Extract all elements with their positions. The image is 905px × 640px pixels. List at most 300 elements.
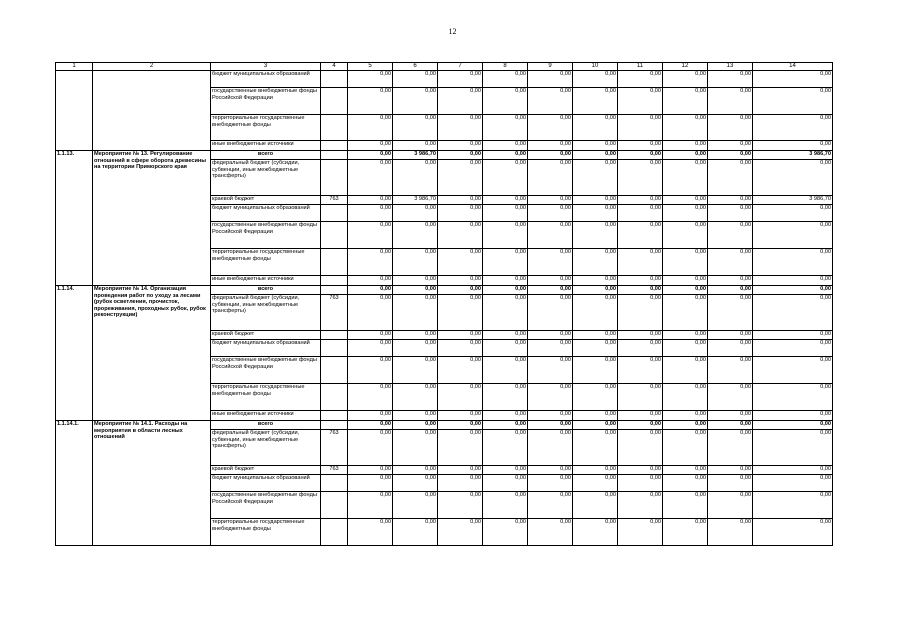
amount-cell: 0,00 — [573, 151, 618, 160]
amount-cell: 0,00 — [663, 295, 708, 331]
amount-cell: 0,00 — [348, 519, 393, 546]
funding-source-cell: федеральный бюджет (субсидии, субвенции, иные межбюджетные трансферты) — [211, 430, 321, 466]
grbs-code-cell — [321, 115, 348, 141]
amount-cell: 0,00 — [483, 71, 528, 88]
amount-cell: 0,00 — [708, 384, 753, 411]
amount-cell: 0,00 — [573, 276, 618, 286]
amount-cell: 0,00 — [438, 466, 483, 475]
amount-cell: 0,00 — [618, 151, 663, 160]
amount-cell: 0,00 — [753, 475, 833, 492]
amount-cell: 0,00 — [483, 519, 528, 546]
grbs-code-cell — [321, 421, 348, 430]
amount-cell: 0,00 — [483, 276, 528, 286]
funding-source-cell: всего — [211, 421, 321, 430]
amount-cell: 0,00 — [528, 411, 573, 421]
grbs-code-cell — [321, 249, 348, 276]
amount-cell: 0,00 — [753, 249, 833, 276]
amount-cell: 0,00 — [528, 141, 573, 151]
amount-cell: 0,00 — [573, 492, 618, 519]
amount-cell: 0,00 — [753, 160, 833, 196]
amount-cell: 0,00 — [573, 295, 618, 331]
amount-cell: 0,00 — [528, 151, 573, 160]
amount-cell: 0,00 — [348, 475, 393, 492]
amount-cell: 0,00 — [393, 286, 438, 295]
funding-source-cell: иные внебюджетные источники — [211, 141, 321, 151]
amount-cell: 0,00 — [708, 286, 753, 295]
amount-cell: 0,00 — [483, 249, 528, 276]
amount-cell: 3 986,70 — [753, 196, 833, 205]
amount-cell: 0,00 — [483, 466, 528, 475]
amount-cell: 0,00 — [573, 196, 618, 205]
amount-cell: 0,00 — [483, 421, 528, 430]
amount-cell: 0,00 — [483, 340, 528, 357]
amount-cell: 0,00 — [438, 222, 483, 249]
amount-cell: 0,00 — [573, 411, 618, 421]
column-header: 6 — [393, 63, 438, 71]
funding-source-cell: краевой бюджет — [211, 466, 321, 475]
table-row-total — [56, 421, 833, 430]
amount-cell: 0,00 — [528, 160, 573, 196]
amount-cell: 3 986,70 — [393, 196, 438, 205]
amount-cell: 0,00 — [393, 475, 438, 492]
amount-cell: 0,00 — [528, 466, 573, 475]
amount-cell: 0,00 — [663, 222, 708, 249]
amount-cell: 0,00 — [393, 430, 438, 466]
amount-cell: 0,00 — [528, 475, 573, 492]
amount-cell: 0,00 — [708, 492, 753, 519]
grbs-code-cell — [321, 141, 348, 151]
amount-cell: 0,00 — [483, 475, 528, 492]
amount-cell: 0,00 — [663, 340, 708, 357]
amount-cell: 0,00 — [393, 141, 438, 151]
table-row-total — [56, 151, 833, 160]
amount-cell: 0,00 — [348, 115, 393, 141]
amount-cell: 0,00 — [528, 384, 573, 411]
amount-cell: 0,00 — [753, 88, 833, 115]
amount-cell: 0,00 — [708, 276, 753, 286]
amount-cell: 0,00 — [753, 357, 833, 384]
amount-cell: 0,00 — [393, 71, 438, 88]
amount-cell: 0,00 — [708, 411, 753, 421]
amount-cell: 0,00 — [708, 295, 753, 331]
amount-cell: 0,00 — [618, 196, 663, 205]
grbs-code-cell — [321, 340, 348, 357]
amount-cell: 0,00 — [573, 421, 618, 430]
funding-source-cell: бюджет муниципальных образований — [211, 340, 321, 357]
amount-cell: 0,00 — [618, 205, 663, 222]
amount-cell: 0,00 — [438, 141, 483, 151]
amount-cell: 0,00 — [708, 205, 753, 222]
grbs-code-cell — [321, 88, 348, 115]
amount-cell: 0,00 — [618, 88, 663, 115]
measure-name-cell: Мероприятие № 13. Регулирование отношений в сфере оборота древесины на территории Приморского края — [93, 151, 211, 286]
amount-cell: 0,00 — [708, 115, 753, 141]
amount-cell: 0,00 — [618, 384, 663, 411]
amount-cell: 0,00 — [618, 340, 663, 357]
amount-cell: 0,00 — [618, 222, 663, 249]
amount-cell: 0,00 — [483, 160, 528, 196]
amount-cell: 0,00 — [573, 466, 618, 475]
amount-cell: 0,00 — [663, 88, 708, 115]
amount-cell: 0,00 — [618, 331, 663, 340]
amount-cell: 3 986,70 — [753, 151, 833, 160]
amount-cell: 0,00 — [573, 475, 618, 492]
amount-cell: 0,00 — [663, 357, 708, 384]
amount-cell: 0,00 — [483, 196, 528, 205]
amount-cell: 0,00 — [438, 430, 483, 466]
amount-cell: 0,00 — [348, 466, 393, 475]
column-header: 1 — [56, 63, 93, 71]
measure-name-cell: Мероприятие № 14.1. Расходы на мероприятия в области лесных отношений — [93, 421, 211, 546]
amount-cell: 0,00 — [528, 519, 573, 546]
grbs-code-cell — [321, 222, 348, 249]
amount-cell: 0,00 — [708, 151, 753, 160]
grbs-code-cell — [321, 286, 348, 295]
amount-cell: 0,00 — [393, 384, 438, 411]
grbs-code-cell — [321, 276, 348, 286]
column-header: 8 — [483, 63, 528, 71]
amount-cell: 0,00 — [438, 295, 483, 331]
amount-cell: 0,00 — [528, 430, 573, 466]
amount-cell: 0,00 — [753, 286, 833, 295]
amount-cell: 0,00 — [528, 71, 573, 88]
amount-cell: 0,00 — [573, 286, 618, 295]
amount-cell: 0,00 — [348, 205, 393, 222]
grbs-code-cell — [321, 151, 348, 160]
amount-cell: 0,00 — [393, 357, 438, 384]
amount-cell: 0,00 — [483, 205, 528, 222]
amount-cell: 0,00 — [438, 115, 483, 141]
amount-cell: 0,00 — [573, 141, 618, 151]
amount-cell: 0,00 — [348, 411, 393, 421]
amount-cell: 0,00 — [753, 115, 833, 141]
amount-cell: 0,00 — [528, 222, 573, 249]
amount-cell: 0,00 — [753, 384, 833, 411]
amount-cell: 0,00 — [528, 286, 573, 295]
amount-cell: 0,00 — [348, 295, 393, 331]
amount-cell: 0,00 — [348, 71, 393, 88]
amount-cell: 0,00 — [528, 357, 573, 384]
amount-cell: 0,00 — [393, 331, 438, 340]
amount-cell: 0,00 — [438, 475, 483, 492]
amount-cell: 0,00 — [573, 160, 618, 196]
amount-cell: 0,00 — [393, 492, 438, 519]
amount-cell: 0,00 — [348, 276, 393, 286]
amount-cell: 0,00 — [663, 160, 708, 196]
funding-source-cell: краевой бюджет — [211, 196, 321, 205]
amount-cell: 0,00 — [708, 71, 753, 88]
amount-cell: 0,00 — [348, 384, 393, 411]
amount-cell: 0,00 — [618, 286, 663, 295]
grbs-code-cell — [321, 384, 348, 411]
amount-cell: 0,00 — [483, 384, 528, 411]
amount-cell: 0,00 — [618, 160, 663, 196]
column-header: 2 — [93, 63, 211, 71]
amount-cell: 0,00 — [438, 71, 483, 88]
amount-cell: 0,00 — [663, 249, 708, 276]
grbs-code-cell: 763 — [321, 466, 348, 475]
funding-source-cell: бюджет муниципальных образований — [211, 475, 321, 492]
amount-cell: 0,00 — [663, 384, 708, 411]
amount-cell: 0,00 — [753, 421, 833, 430]
budget-table — [55, 62, 833, 546]
grbs-code-cell — [321, 205, 348, 222]
amount-cell: 0,00 — [753, 276, 833, 286]
amount-cell: 0,00 — [708, 331, 753, 340]
amount-cell: 0,00 — [438, 411, 483, 421]
amount-cell: 0,00 — [663, 430, 708, 466]
amount-cell: 0,00 — [348, 357, 393, 384]
amount-cell: 0,00 — [708, 430, 753, 466]
amount-cell: 0,00 — [483, 357, 528, 384]
amount-cell: 0,00 — [573, 519, 618, 546]
amount-cell: 0,00 — [528, 421, 573, 430]
amount-cell: 0,00 — [528, 88, 573, 115]
amount-cell: 0,00 — [573, 249, 618, 276]
amount-cell: 0,00 — [663, 205, 708, 222]
amount-cell: 0,00 — [663, 151, 708, 160]
funding-source-cell: территориальные государственные внебюджетные фонды — [211, 519, 321, 546]
amount-cell: 0,00 — [528, 205, 573, 222]
amount-cell: 0,00 — [708, 340, 753, 357]
amount-cell: 0,00 — [573, 340, 618, 357]
amount-cell: 0,00 — [708, 421, 753, 430]
amount-cell: 0,00 — [618, 141, 663, 151]
amount-cell: 0,00 — [618, 71, 663, 88]
amount-cell: 0,00 — [663, 286, 708, 295]
amount-cell: 0,00 — [393, 466, 438, 475]
amount-cell: 0,00 — [708, 222, 753, 249]
amount-cell: 0,00 — [438, 519, 483, 546]
amount-cell: 0,00 — [528, 295, 573, 331]
amount-cell: 0,00 — [573, 205, 618, 222]
amount-cell: 0,00 — [708, 88, 753, 115]
amount-cell: 0,00 — [438, 276, 483, 286]
amount-cell: 0,00 — [393, 222, 438, 249]
funding-source-cell: территориальные государственные внебюджетные фонды — [211, 384, 321, 411]
grbs-code-cell — [321, 160, 348, 196]
funding-source-cell: иные внебюджетные источники — [211, 276, 321, 286]
amount-cell: 0,00 — [753, 340, 833, 357]
amount-cell: 0,00 — [438, 196, 483, 205]
amount-cell: 0,00 — [618, 492, 663, 519]
amount-cell: 0,00 — [393, 276, 438, 286]
amount-cell: 0,00 — [438, 151, 483, 160]
column-header: 5 — [348, 63, 393, 71]
amount-cell: 0,00 — [393, 115, 438, 141]
grbs-code-cell — [321, 492, 348, 519]
amount-cell: 0,00 — [348, 141, 393, 151]
table-row-total — [56, 286, 833, 295]
amount-cell: 0,00 — [483, 331, 528, 340]
amount-cell: 0,00 — [483, 295, 528, 331]
measure-code-cell: 1.1.13. — [56, 151, 93, 286]
amount-cell: 0,00 — [663, 475, 708, 492]
funding-source-cell: бюджет муниципальных образований — [211, 71, 321, 88]
amount-cell: 0,00 — [393, 249, 438, 276]
amount-cell: 0,00 — [348, 492, 393, 519]
amount-cell: 0,00 — [753, 295, 833, 331]
amount-cell: 0,00 — [663, 421, 708, 430]
amount-cell: 0,00 — [708, 357, 753, 384]
amount-cell: 0,00 — [618, 466, 663, 475]
column-header: 14 — [753, 63, 833, 71]
amount-cell: 0,00 — [393, 88, 438, 115]
grbs-code-cell — [321, 411, 348, 421]
amount-cell: 0,00 — [348, 196, 393, 205]
funding-source-cell: всего — [211, 286, 321, 295]
amount-cell: 0,00 — [753, 331, 833, 340]
amount-cell: 0,00 — [573, 222, 618, 249]
amount-cell: 0,00 — [573, 88, 618, 115]
amount-cell: 0,00 — [708, 475, 753, 492]
column-header: 11 — [618, 63, 663, 71]
amount-cell: 0,00 — [348, 160, 393, 196]
amount-cell: 0,00 — [663, 141, 708, 151]
grbs-code-cell: 763 — [321, 295, 348, 331]
measure-name-cell: Мероприятие № 14. Организация проведения работ по уходу за лесами (рубок осветления, прочисток, прореживания, проходных рубок, рубок реконструкции) — [93, 286, 211, 421]
amount-cell: 0,00 — [708, 249, 753, 276]
amount-cell: 0,00 — [438, 249, 483, 276]
amount-cell: 0,00 — [708, 196, 753, 205]
amount-cell: 0,00 — [663, 492, 708, 519]
amount-cell: 0,00 — [483, 411, 528, 421]
amount-cell: 0,00 — [618, 430, 663, 466]
amount-cell: 0,00 — [528, 249, 573, 276]
grbs-code-cell — [321, 71, 348, 88]
funding-source-cell: территориальные государственные внебюджетные фонды — [211, 249, 321, 276]
amount-cell: 0,00 — [573, 430, 618, 466]
amount-cell: 0,00 — [438, 88, 483, 115]
amount-cell: 0,00 — [528, 340, 573, 357]
column-header: 3 — [211, 63, 321, 71]
amount-cell: 0,00 — [438, 331, 483, 340]
amount-cell: 0,00 — [708, 141, 753, 151]
grbs-code-cell — [321, 519, 348, 546]
amount-cell: 0,00 — [483, 88, 528, 115]
amount-cell: 0,00 — [483, 430, 528, 466]
amount-cell: 0,00 — [438, 340, 483, 357]
amount-cell: 0,00 — [483, 492, 528, 519]
amount-cell: 0,00 — [573, 357, 618, 384]
amount-cell: 0,00 — [348, 421, 393, 430]
amount-cell: 0,00 — [393, 421, 438, 430]
amount-cell: 0,00 — [753, 71, 833, 88]
amount-cell: 0,00 — [348, 151, 393, 160]
amount-cell: 0,00 — [438, 357, 483, 384]
amount-cell: 0,00 — [393, 519, 438, 546]
funding-source-cell: иные внебюджетные источники — [211, 411, 321, 421]
measure-code-cell: 1.1.14.1. — [56, 421, 93, 546]
amount-cell: 0,00 — [393, 340, 438, 357]
header-row — [56, 63, 833, 71]
funding-source-cell: территориальные государственные внебюджетные фонды — [211, 115, 321, 141]
amount-cell: 0,00 — [753, 205, 833, 222]
amount-cell: 0,00 — [753, 466, 833, 475]
amount-cell: 0,00 — [348, 340, 393, 357]
amount-cell: 0,00 — [348, 430, 393, 466]
amount-cell: 0,00 — [348, 222, 393, 249]
column-header: 7 — [438, 63, 483, 71]
amount-cell: 0,00 — [528, 276, 573, 286]
amount-cell: 0,00 — [393, 295, 438, 331]
amount-cell: 0,00 — [618, 276, 663, 286]
amount-cell: 0,00 — [618, 519, 663, 546]
amount-cell: 0,00 — [663, 411, 708, 421]
amount-cell: 0,00 — [528, 196, 573, 205]
amount-cell: 0,00 — [393, 160, 438, 196]
amount-cell: 0,00 — [573, 115, 618, 141]
amount-cell: 0,00 — [708, 160, 753, 196]
column-header: 9 — [528, 63, 573, 71]
amount-cell: 0,00 — [663, 466, 708, 475]
amount-cell: 0,00 — [438, 384, 483, 411]
amount-cell: 0,00 — [618, 421, 663, 430]
amount-cell: 0,00 — [618, 249, 663, 276]
funding-source-cell: федеральный бюджет (субсидии, субвенции, иные межбюджетные трансферты) — [211, 160, 321, 196]
funding-source-cell: государственные внебюджетные фонды Российской Федерации — [211, 492, 321, 519]
measure-name-cell — [93, 71, 211, 151]
column-header: 12 — [663, 63, 708, 71]
amount-cell: 0,00 — [573, 71, 618, 88]
amount-cell: 0,00 — [753, 222, 833, 249]
amount-cell: 0,00 — [528, 331, 573, 340]
amount-cell: 0,00 — [753, 141, 833, 151]
column-header: 13 — [708, 63, 753, 71]
amount-cell: 0,00 — [618, 357, 663, 384]
funding-source-cell: государственные внебюджетные фонды Российской Федерации — [211, 357, 321, 384]
amount-cell: 0,00 — [483, 222, 528, 249]
amount-cell: 0,00 — [438, 160, 483, 196]
measure-code-cell: 1.1.14. — [56, 286, 93, 421]
amount-cell: 0,00 — [663, 331, 708, 340]
funding-source-cell: федеральный бюджет (субсидии, субвенции, иные межбюджетные трансферты) — [211, 295, 321, 331]
amount-cell: 0,00 — [348, 331, 393, 340]
grbs-code-cell: 763 — [321, 196, 348, 205]
amount-cell: 0,00 — [528, 115, 573, 141]
funding-source-cell: бюджет муниципальных образований — [211, 205, 321, 222]
amount-cell: 0,00 — [483, 151, 528, 160]
grbs-code-cell: 763 — [321, 430, 348, 466]
amount-cell: 0,00 — [393, 411, 438, 421]
amount-cell: 0,00 — [708, 519, 753, 546]
amount-cell: 0,00 — [393, 205, 438, 222]
amount-cell: 0,00 — [483, 141, 528, 151]
amount-cell: 0,00 — [618, 411, 663, 421]
amount-cell: 0,00 — [573, 384, 618, 411]
grbs-code-cell — [321, 357, 348, 384]
grbs-code-cell — [321, 475, 348, 492]
amount-cell: 0,00 — [348, 88, 393, 115]
amount-cell: 0,00 — [528, 492, 573, 519]
amount-cell: 0,00 — [438, 205, 483, 222]
funding-source-cell: государственные внебюджетные фонды Российской Федерации — [211, 222, 321, 249]
amount-cell: 0,00 — [663, 196, 708, 205]
amount-cell: 0,00 — [348, 249, 393, 276]
amount-cell: 0,00 — [618, 115, 663, 141]
funding-source-cell: краевой бюджет — [211, 331, 321, 340]
column-header: 4 — [321, 63, 348, 71]
amount-cell: 0,00 — [483, 115, 528, 141]
amount-cell: 0,00 — [573, 331, 618, 340]
column-header: 10 — [573, 63, 618, 71]
grbs-code-cell — [321, 331, 348, 340]
page-number: 12 — [448, 27, 457, 36]
amount-cell: 0,00 — [663, 115, 708, 141]
amount-cell: 0,00 — [348, 286, 393, 295]
amount-cell: 0,00 — [753, 430, 833, 466]
amount-cell: 0,00 — [663, 71, 708, 88]
